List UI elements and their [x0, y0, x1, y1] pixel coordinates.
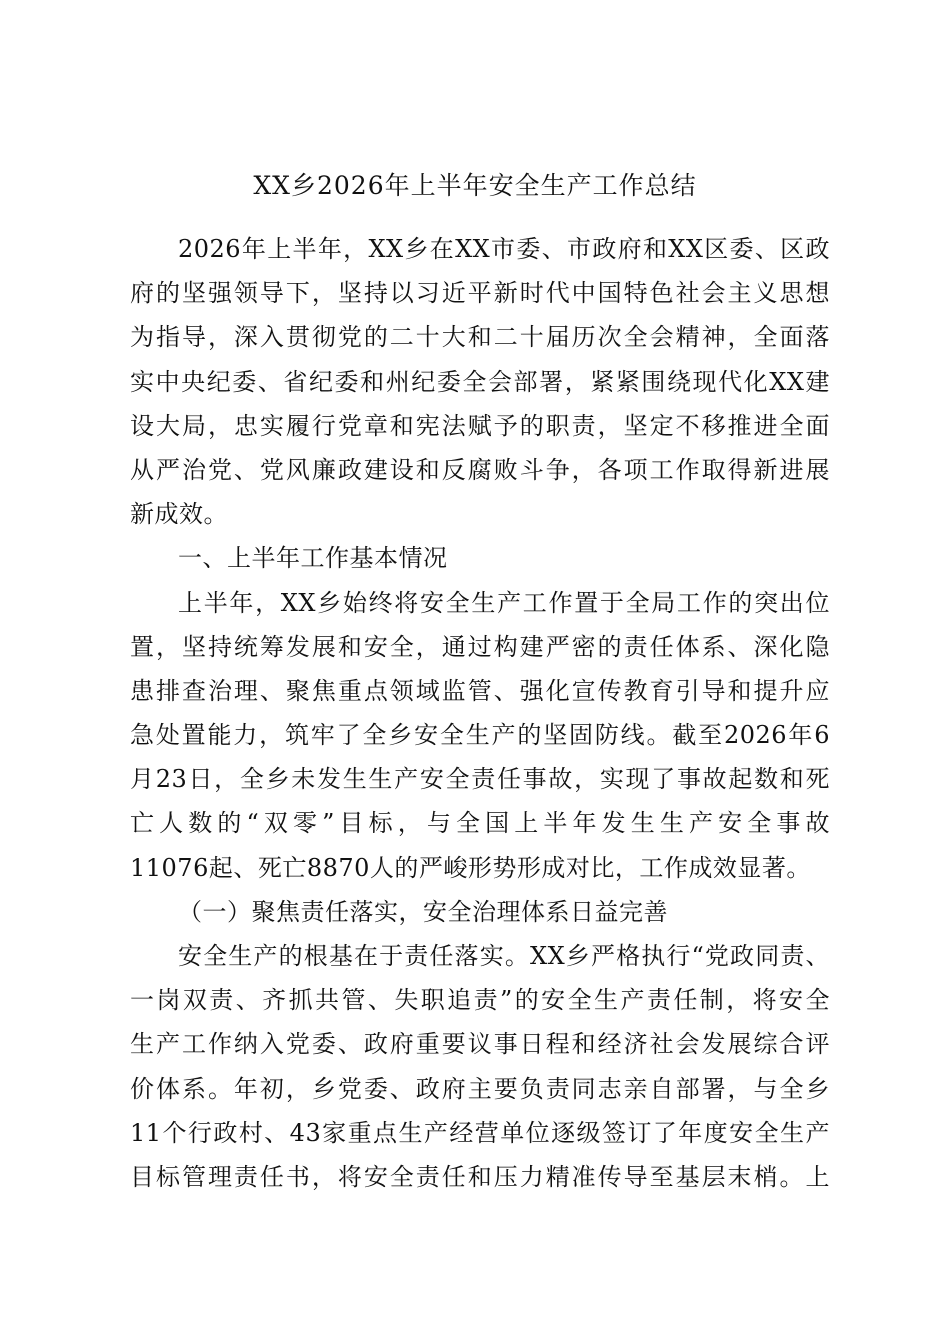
paragraph-line: 11个行政村、43家重点生产经营单位逐级签订了年度安全生产 [130, 1118, 830, 1147]
paragraph-line: 2026年上半年，XX乡在XX市委、市政府和XX区委、区政 [178, 235, 830, 263]
paragraph-line: 生产工作纳入党委、政府重要议事日程和经济社会发展综合评 [130, 1030, 830, 1059]
section-heading: 一、上半年工作基本情况 [178, 544, 448, 573]
paragraph-line: 一岗双责、齐抓共管、失职追责”的安全生产责任制，将安全 [130, 986, 830, 1015]
paragraph-line: 患排查治理、聚焦重点领域监管、强化宣传教育引导和提升应 [130, 676, 830, 705]
paragraph-line: 府的坚强领导下，坚持以习近平新时代中国特色社会主义思想 [130, 279, 830, 308]
subsection-heading: （一）聚焦责任落实，安全治理体系日益完善 [178, 897, 668, 926]
paragraph-line: 价体系。年初，乡党委、政府主要负责同志亲自部署，与全乡 [130, 1074, 830, 1103]
paragraph-line: 设大局，忠实履行党章和宪法赋予的职责，坚定不移推进全面 [130, 411, 830, 440]
paragraph-line: 急处置能力，筑牢了全乡安全生产的坚固防线。截至2026年6 [130, 721, 830, 750]
paragraph-line: 新成效。 [130, 500, 228, 529]
paragraph-line: 安全生产的根基在于责任落实。XX乡严格执行“党政同责、 [178, 942, 830, 970]
document-body [130, 227, 830, 1199]
paragraph-line: 为指导，深入贯彻党的二十大和二十届历次全会精神，全面落 [130, 323, 830, 352]
document-title: XX乡2026年上半年安全生产工作总结 [253, 171, 697, 200]
paragraph-line: 上半年，XX乡始终将安全生产工作置于全局工作的突出位 [178, 588, 830, 617]
paragraph-line: 月23日，全乡未发生生产安全责任事故，实现了事故起数和死 [130, 765, 830, 794]
paragraph-line: 亡人数的“双零”目标，与全国上半年发生生产安全事故 [130, 809, 830, 838]
paragraph-line: 实中央纪委、省纪委和州纪委全会部署，紧紧围绕现代化XX建 [130, 367, 830, 396]
paragraph-line: 目标管理责任书，将安全责任和压力精准传导至基层末梢。上 [130, 1162, 830, 1191]
paragraph-line: 从严治党、党风廉政建设和反腐败斗争，各项工作取得新进展 [130, 455, 830, 484]
paragraph-line: 置，坚持统筹发展和安全，通过构建严密的责任体系、深化隐 [130, 632, 830, 661]
paragraph-line: 11076起、死亡8870人的严峻形势形成对比，工作成效显著。 [130, 853, 811, 882]
